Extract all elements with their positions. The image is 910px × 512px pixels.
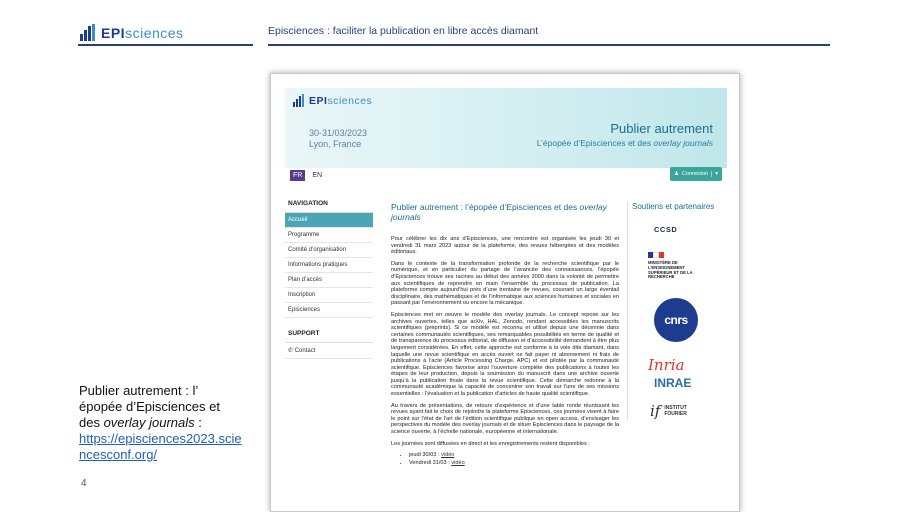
connexion-label: Connexion [681,171,709,177]
slide-logo [80,24,184,41]
content-paragraph: Pour célébrer les dix ans d’Episciences, une rencontre est organisée les jeudi 30 et vendredi 31 mars 2023 autour de la plateforme, des revues hébergées et des modèles éditoriaux. [391,236,619,256]
content-paragraph: Au travers de présentations, de retours d’expérience et d’une table ronde réunissant les revues ayant fait le choix de rejoindre la plateforme Episciences, ces journées visent à faire le point sur l’état de l’art de l’édition scientifique publique en open access, d’envisager les perspectives du modèle des overlay journals et de situer Episciences dans le paysage de la science ouverte, à l’échelle nationale, européenne et internationale. [391,402,619,436]
caption-emphasis: overlay journals [103,415,195,430]
banner-date-block [309,128,367,150]
banner-subtitle [537,138,713,148]
slide-caption [79,383,244,463]
partners-title: Soutiens et partenaires [632,202,715,211]
mesr-label: MINISTÈRE DE L’ENSEIGNEMENT SUPÉRIEUR ET DE LA RECHERCHE [648,260,693,280]
contact-label: Contact [294,348,316,354]
video-day-label: jeudi 30/03 : [409,452,442,459]
sidebar-item-informations[interactable]: Informations pratiques [285,258,373,273]
partners-sidebar [627,202,727,420]
video-day-label: Vendredi 31/03 : [409,459,452,466]
episciences-logo-icon [80,24,97,41]
nav-header: NAVIGATION [285,200,373,213]
banner-title: Publier autrement [610,121,713,136]
site-logo[interactable] [293,94,372,107]
inria-logo[interactable]: Inria [648,356,685,375]
video-link-day1[interactable]: vidéo [441,452,455,459]
sidebar-item-inscription[interactable]: Inscription [285,288,373,303]
header-rule-right [268,44,830,46]
slide-logo-light: sciences [125,24,184,41]
caption-line: des [79,415,104,430]
chevron-down-icon[interactable]: ▾ [711,171,718,177]
list-item [409,460,619,467]
video-list [409,452,619,466]
connexion-button[interactable] [670,167,722,181]
content-title-emphasis: overlay journals [391,202,607,222]
cnrs-logo[interactable]: cnrs [654,298,698,342]
content-paragraph: Episciences met en oeuvre le modèle des overlay journals. Le concept repose sur les archives ouvertes, telles que arXiv, HAL, Zenodo, rendant accessibles les manuscrits scientifiques (preprints). Si ce modèle est reconnu et utilisé depuis une décennie dans certaines communautés scientifiques, ses remarquables possibilités en terme de qualité et de transparence du processus éditorial, de diffusion et d’accessibilité demandent à être plus largement considérées. En effet, cette approche est conforme à la voie dite diamant, dans laquelle une revue scientifique en accès ouvert ne fait payer ni abonnement ni frais de publications à l’acte (Article Processing Charge, APC) et est pilotée par la communauté scientifique. Episciences favorise ainsi l’ouverture complète des publications à toutes les étapes de leur production, depuis la soumission du manuscrit dans une archive ouverte jusqu’à la publication finale dans la revue scientifique. Cette démarche redonne à la communauté académique la capacité de concentrer son travail sur l’une de ses missions essentielles : l’évaluation et la publication d’articles de haute qualité scientifique. [391,311,619,398]
sidebar-item-accueil[interactable]: Accueil [285,213,373,228]
sidebar-item-programme[interactable]: Programme [285,228,373,243]
banner-subtitle-text: L’épopée d’Episciences et des [536,138,654,148]
content-title [391,202,619,222]
list-item [409,452,619,459]
episciences-logo-icon [293,94,306,107]
event-location: Lyon, France [309,139,362,149]
support-header: SUPPORT [285,330,373,343]
banner-subtitle-emphasis: overlay journals [653,138,713,148]
french-flag-icon [648,252,664,258]
slide-logo-bold: EPI [101,24,126,41]
page-number: 4 [81,478,87,489]
mesr-logo[interactable] [648,252,727,280]
sidebar-item-contact[interactable] [285,343,373,359]
caption-line: épopée d’Episciences et [79,399,220,414]
user-icon: ♟ [674,171,679,177]
lang-en-button[interactable]: EN [312,171,323,179]
content-paragraph: Dans le contexte de la transformation profonde de la recherche scientifique par le numérique, et en particulier du partage de l’avancée des connaissances, l’épopée d’Episciences trouve ses racines au début des années 2000 dans la volonté de permettre aux scientifiques de reprendre en main l’ensemble du processus de publication. La plateforme compte aujourd’hui près d’une trentaine de revues, couvrant un large éventail disciplinaire, des mathématiques et de l’informatique aux sciences humaines et sociales en passant par l’environnement ou encore la mécanique. [391,260,619,307]
main-content [391,202,619,467]
language-switcher [290,168,325,182]
inrae-logo[interactable]: INRAE [654,376,692,391]
institut-fourier-logo[interactable] [650,402,727,420]
site-logo-bold: EPI [309,94,328,107]
sidebar-item-plan[interactable]: Plan d’accès [285,273,373,288]
website-screenshot [270,73,740,512]
fourier-mark: if [650,402,661,421]
content-title-text: Publier autrement : l’épopée d’Episciences et des [391,202,580,212]
mail-icon: ✆ [288,348,294,354]
lang-fr-button[interactable]: FR [290,170,305,181]
ccsd-logo[interactable]: CCSD [654,225,678,234]
header-rule-left [78,44,253,46]
fourier-label: INSTITUT FOURIER [664,405,687,418]
content-paragraph: Les journées sont diffusées en direct et les enregistrements restent disponibles : [391,440,590,447]
caption-line: Publier autrement : l’ [79,383,199,398]
caption-line: : [194,415,202,430]
video-link-day2[interactable]: vidéo [451,459,465,466]
sidebar-item-comite[interactable]: Comité d’organisation [285,243,373,258]
site-logo-light: sciences [327,94,373,107]
site-banner [285,88,727,168]
sidebar-item-episciences[interactable]: Episciences [285,303,373,318]
slide-title: Episciences : faciliter la publication en libre accès diamant [268,25,539,37]
event-date: 30-31/03/2023 [309,128,368,138]
sidebar-navigation [285,200,373,359]
conference-link[interactable]: https://episciences2023.sciencesconf.org/ [79,431,242,462]
